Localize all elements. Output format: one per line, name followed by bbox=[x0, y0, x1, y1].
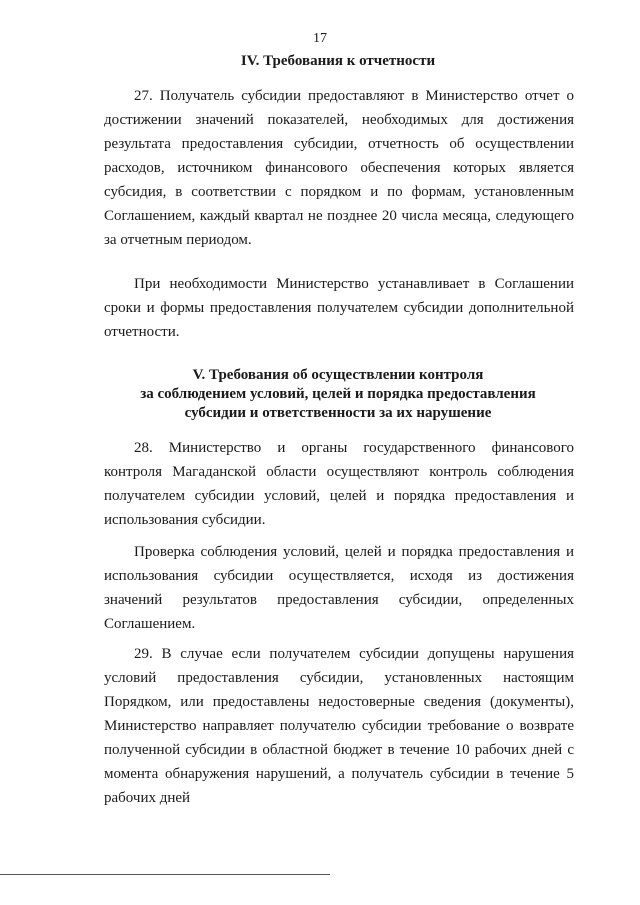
page-number: 17 bbox=[313, 31, 327, 46]
section-5-heading-line-3: субсидии и ответственности за их нарушение bbox=[184, 405, 492, 421]
section-5-heading-line-2: за соблюдением условий, целей и порядка предоставления bbox=[140, 386, 536, 402]
section-5-heading-line-1: V. Требования об осуществлении контроля bbox=[192, 367, 484, 383]
paragraph-verification: Проверка соблюдения условий, целей и порядка предоставления и использования субсидии осуществляется, исходя из достижения значений результатов предоставления субсидии, определенных Соглашением. bbox=[104, 544, 574, 632]
paragraph-29: 29. В случае если получателем субсидии допущены нарушения условий предоставления субсидии, установленных настоящим Порядком, или предоставлены недостоверные сведения (документы), Министерство направляет получателю субсидии требование о возврате полученной субсидии в областной бюджет в течение 10 рабочих дней с момента обнаружения нарушений, а получатель субсидии в течение 5 рабочих дней bbox=[104, 646, 574, 806]
paragraph-27: 27. Получатель субсидии предоставляют в Министерство отчет о достижении значений показателей, необходимых для достижения результата предоставления субсидии, отчетность об осуществлении расходов, источником финансового обеспечения которых является субсидия, в соответствии с порядком и по формам, установленным Соглашением, каждый квартал не позднее 20 числа месяца, следующего за отчетным периодом. bbox=[104, 88, 574, 248]
paragraph-additional-reporting: При необходимости Министерство устанавливает в Соглашении сроки и формы предоставления получателем субсидии дополнительной отчетности. bbox=[104, 276, 574, 340]
footer-rule bbox=[0, 874, 330, 875]
section-4-heading: IV. Требования к отчетности bbox=[240, 53, 436, 69]
section-5-heading bbox=[100, 366, 576, 423]
paragraph-28: 28. Министерство и органы государственного финансового контроля Магаданской области осуществляют контроль соблюдения получателем субсидии условий, целей и порядка предоставления и использования субсидии. bbox=[104, 440, 574, 528]
